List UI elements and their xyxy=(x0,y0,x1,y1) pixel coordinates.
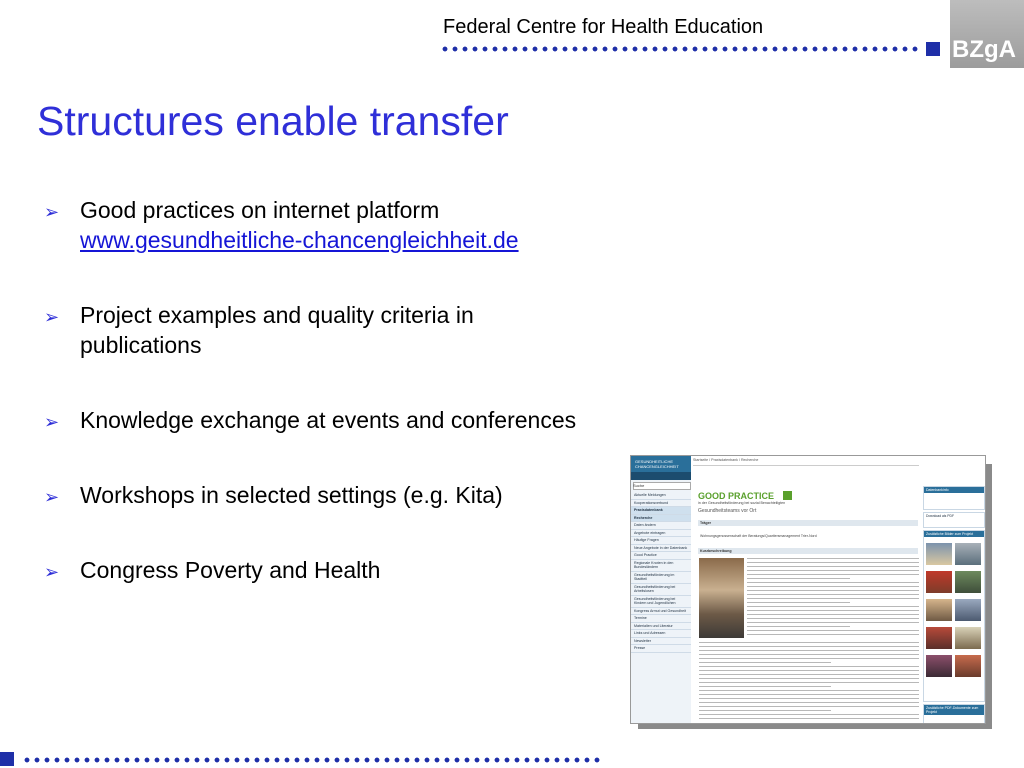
screenshot-search-label: Suche xyxy=(633,483,645,488)
platform-link[interactable]: www.gesundheitliche-chancengleichheit.de xyxy=(80,227,519,253)
bullet-item xyxy=(44,300,600,360)
footer-square-marker xyxy=(0,752,14,766)
bullet-text: Knowledge exchange at events and conferences xyxy=(80,407,577,433)
text-line xyxy=(699,678,919,679)
text-line xyxy=(747,598,919,599)
traeger-label: Träger xyxy=(700,521,711,525)
text-line xyxy=(699,666,919,667)
text-line xyxy=(699,694,919,695)
screenshot-nav-item: Recherche xyxy=(631,515,691,523)
description-text-block-2 xyxy=(699,642,919,722)
screenshot-nav-item: Kongress Armut und Gesundheit xyxy=(631,608,691,616)
text-line xyxy=(699,702,919,703)
text-line xyxy=(699,690,919,691)
traeger-bar xyxy=(698,520,918,526)
website-screenshot xyxy=(630,455,986,724)
text-line xyxy=(699,718,919,719)
traeger-text: Wohnungsgenossenschaft der Beratungs/Quartiersmanagement Trier-Nord xyxy=(700,534,817,538)
screenshot-nav-item: Häufige Fragen xyxy=(631,537,691,545)
screenshot-breadcrumb: Startseite / Praxisdatenbank / Recherche xyxy=(693,458,759,462)
project-image-thumb xyxy=(926,543,952,565)
project-image-thumb xyxy=(926,655,952,677)
pdf-download-link: Download als PDF xyxy=(926,514,955,518)
text-line xyxy=(699,686,831,687)
pdf-download-box xyxy=(923,512,985,528)
arrow-bullet-icon: ➢ xyxy=(44,562,60,582)
text-line xyxy=(747,566,919,567)
text-line xyxy=(699,646,919,647)
screenshot-nav-item: Termine xyxy=(631,615,691,623)
screenshot-nav-item: Gesundheitsförderung im Stadtteil xyxy=(631,572,691,584)
slide-title: Structures enable transfer xyxy=(37,98,509,144)
header-square-marker xyxy=(926,42,940,56)
text-line xyxy=(747,582,919,583)
screenshot-logo xyxy=(631,456,691,472)
text-line xyxy=(699,714,919,715)
project-pdf-box xyxy=(923,704,985,724)
project-photo xyxy=(699,558,744,638)
database-info-header: Datenbankinfo xyxy=(924,487,984,493)
bzga-logo-text: BZgA xyxy=(952,36,1016,63)
screenshot-nav-item: Links und Adressen xyxy=(631,630,691,638)
arrow-bullet-icon: ➢ xyxy=(44,412,60,432)
screenshot-nav-item: Good Practice xyxy=(631,552,691,560)
screenshot-nav-item: Kooperationsverbund xyxy=(631,500,691,508)
text-line xyxy=(747,634,919,635)
text-line xyxy=(699,642,919,643)
description-text-block xyxy=(747,558,919,638)
screenshot-nav-item: Aktuelle Meldungen xyxy=(631,492,691,500)
bullet-item xyxy=(44,555,704,585)
text-line xyxy=(747,590,919,591)
screenshot-top-rule xyxy=(693,465,919,466)
screenshot-nav-item: Gesundheitsförderung bei Kindern und Jugendlichen xyxy=(631,596,691,608)
project-headline: Gesundheitsteams vor Ort xyxy=(698,508,757,514)
bullet-item xyxy=(44,480,704,510)
text-line xyxy=(747,578,850,579)
text-line xyxy=(747,558,919,559)
text-line xyxy=(747,562,919,563)
project-image-thumb xyxy=(926,599,952,621)
kurzbeschreibung-label: Kurzbeschreibung xyxy=(700,549,732,553)
arrow-bullet-icon: ➢ xyxy=(44,202,60,222)
screenshot-logo-text: GESUNDHEITLICHE CHANCENGLEICHHEIT xyxy=(635,459,679,469)
bullet-text: Project examples and quality criteria in publications xyxy=(80,302,474,358)
arrow-bullet-icon: ➢ xyxy=(44,487,60,507)
text-line xyxy=(747,570,919,571)
text-line xyxy=(747,622,919,623)
screenshot-nav-item: Praxisdatenbank xyxy=(631,507,691,515)
project-images-box xyxy=(923,530,985,702)
project-image-thumb xyxy=(955,655,981,677)
project-image-thumb xyxy=(955,627,981,649)
text-line xyxy=(747,606,919,607)
screenshot-nav-item: Materialien und Literatur xyxy=(631,623,691,631)
screenshot-nav-list xyxy=(631,492,691,653)
arrow-bullet-icon: ➢ xyxy=(44,307,60,327)
good-practice-square xyxy=(783,491,792,500)
bullet-text: Workshops in selected settings (e.g. Kita) xyxy=(80,482,503,508)
screenshot-nav-item: Gesundheitsförderung bei Arbeitslosen xyxy=(631,584,691,596)
screenshot-right-column xyxy=(923,468,983,723)
header-dotted-line xyxy=(440,46,922,52)
screenshot-nav xyxy=(631,456,691,723)
text-line xyxy=(699,682,919,683)
text-line xyxy=(747,602,850,603)
good-practice-logo: GOOD PRACTICE xyxy=(698,491,775,501)
screenshot-nav-item: Angebote eintragen xyxy=(631,530,691,538)
project-image-thumb xyxy=(926,627,952,649)
text-line xyxy=(747,630,919,631)
text-line xyxy=(747,586,919,587)
text-line xyxy=(747,574,919,575)
text-line xyxy=(747,610,919,611)
text-line xyxy=(699,710,831,711)
text-line xyxy=(699,650,919,651)
text-line xyxy=(747,626,850,627)
project-pdf-header: Zusätzliche PDF-Dokumente zum Projekt xyxy=(924,705,984,715)
database-info-box xyxy=(923,486,985,510)
screenshot-nav-item: Presse xyxy=(631,645,691,653)
text-line xyxy=(699,698,919,699)
text-line xyxy=(699,674,919,675)
text-line xyxy=(747,614,919,615)
screenshot-subbar xyxy=(631,472,691,480)
screenshot-nav-item: Daten ändern xyxy=(631,522,691,530)
project-image-thumb xyxy=(955,543,981,565)
screenshot-nav-item: Regionale Knoten in den Bundesländern xyxy=(631,560,691,572)
bullet-text: Good practices on internet platform xyxy=(80,197,440,223)
project-image-thumb xyxy=(926,571,952,593)
bullet-item xyxy=(44,195,704,255)
text-line xyxy=(699,658,919,659)
good-practice-subtitle: in der Gesundheitsförderung bei sozial Benachteiligten xyxy=(698,501,786,505)
text-line xyxy=(747,618,919,619)
project-images-header: Zusätzliche Bilder zum Projekt xyxy=(924,531,984,537)
text-line xyxy=(699,662,831,663)
project-image-thumb xyxy=(955,571,981,593)
project-image-thumb xyxy=(955,599,981,621)
screenshot-nav-item: Neue Angebote in der Datenbank xyxy=(631,545,691,553)
screenshot-nav-item: Newsletter xyxy=(631,638,691,646)
text-line xyxy=(699,670,919,671)
text-line xyxy=(699,706,919,707)
footer-dotted-line xyxy=(22,757,604,763)
bullet-list xyxy=(44,195,704,630)
bullet-item xyxy=(44,405,704,435)
bullet-text: Congress Poverty and Health xyxy=(80,557,381,583)
text-line xyxy=(699,654,919,655)
text-line xyxy=(747,594,919,595)
organization-name: Federal Centre for Health Education xyxy=(443,16,764,38)
